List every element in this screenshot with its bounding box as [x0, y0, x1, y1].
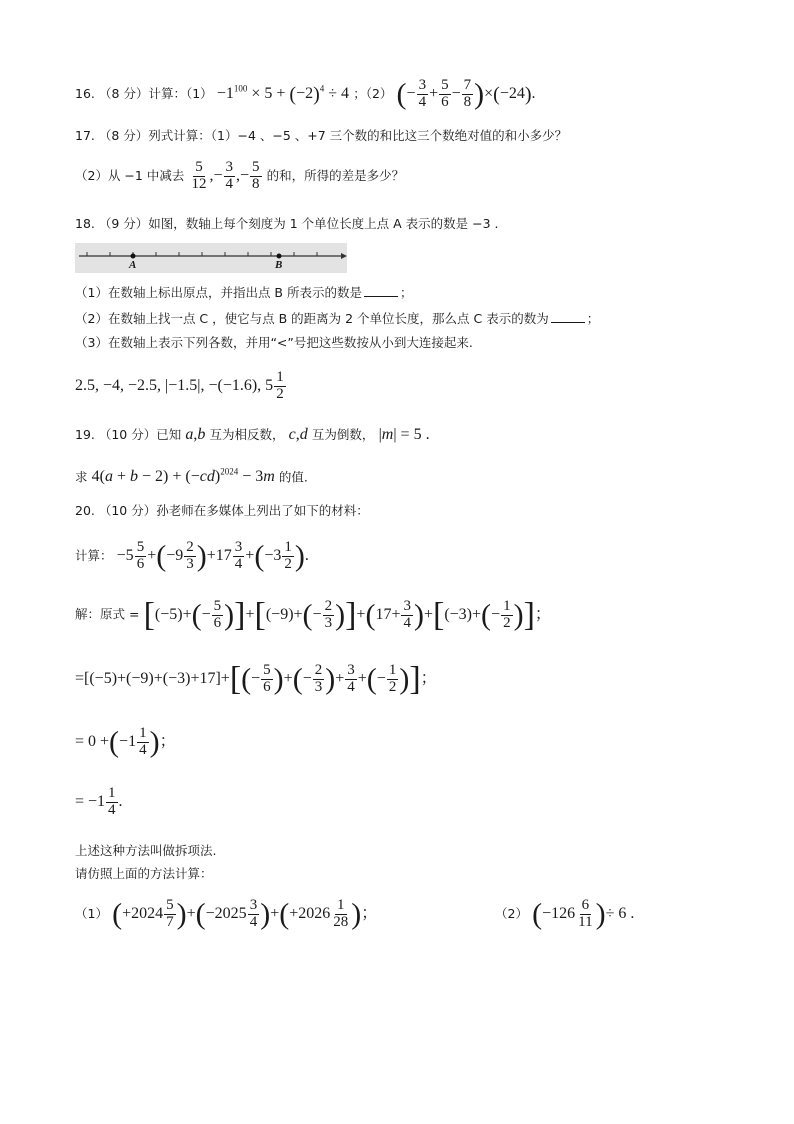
- q16-expr1: $-1^{100} \times 5 + (-2)^4 \div 4$: [216, 83, 350, 106]
- q16-part2-label: ；（2）: [353, 85, 393, 101]
- q18-sub3: （3）在数轴上表示下列各数，并用“<”号把这些数按从小到大连接起来.: [75, 335, 473, 350]
- q18-numbers: 2.5, −4, −2.5, |−1.5|, −(−1.6), 5 $\frac{1}{2}$: [75, 369, 284, 402]
- q16-expr2: (− $\frac{3}{4}$ + $\frac{5}{6}$ − $\frac{7}{8}$ )×(−24).: [396, 77, 536, 111]
- answer-blank[interactable]: [364, 286, 398, 297]
- q18-sub1: （1）在数轴上标出原点，并指出点 B 所表示的数是 ；: [75, 285, 413, 300]
- q20-intro: 20. （10 分）孙老师在多媒体上列出了如下的材料：: [75, 503, 369, 518]
- question-16: [75, 78, 536, 111]
- q19-line1: 19. （10 分）已知 a,b 互为相反数， c,d 互为倒数， |m| = 5 .: [75, 426, 430, 443]
- q20-solution-step3: = 0 +(−1 $\frac{1}{4}$ )；: [75, 725, 176, 759]
- q20-part1: （1） (+2024 $\frac{5}{7}$ )+(−2025 $\frac{3}{4}$ )+(+2026 $\frac{1}{28}$ )；: [75, 897, 378, 931]
- answer-blank[interactable]: [551, 312, 585, 323]
- q18-sub2: （2）在数轴上找一点 C ，使它与点 B 的距离为 2 个单位长度，那么点 C 表示的数为 ；: [75, 311, 600, 326]
- q20-solution-step1: 解：原式 = [(−5)+(− $\frac{5}{6}$ )]+[(−9)+(− $\frac{2}{3}$ )]+(17+ $\frac{3}{4}$ )+[(−3)+(− $\frac{1}{2}$ )]；: [75, 596, 551, 633]
- q20-method: 上述这种方法叫做拆项法.: [75, 843, 217, 858]
- q20-calc: 计算： −5 $\frac{5}{6}$ +(−9 $\frac{2}{3}$ )+17 $\frac{3}{4}$ +(−3 $\frac{1}{2}$ ).: [75, 539, 309, 573]
- q17-line1: 17. （8 分）列式计算：（1）−4 、−5 、+7 三个数的和比这三个数绝对值的和小多少？: [75, 128, 568, 143]
- q20-solution-step4: = −1 $\frac{1}{4}$ .: [75, 785, 123, 818]
- q19-line2: 求 $4(a + b - 2) + (-cd)^{2024} - 3m$ 的值.: [75, 467, 308, 486]
- q20-part2: （2） (−126 $\frac{6}{11}$ )÷ 6 .: [495, 897, 635, 931]
- number-line-figure: [75, 243, 347, 273]
- q16-score: （8 分）计算：（1）: [99, 85, 213, 101]
- q20-solution-step2: =[(−5)+(−9)+(−3)+17]+[(− $\frac{5}{6}$ )+(− $\frac{2}{3}$ )+ $\frac{3}{4}$ +(− $\frac{1}{2}$ )]；: [75, 660, 437, 697]
- point-a-label: A: [129, 259, 137, 271]
- q18-intro: 18. （9 分）如图，数轴上每个刻度为 1 个单位长度上点 A 表示的数是 −3 .: [75, 216, 499, 231]
- q16-number: 16.: [75, 85, 95, 101]
- q20-instruction: 请仿照上面的方法计算：: [75, 866, 213, 881]
- q17-line2: （2）从 −1 中减去 $\frac{5}{12}$ ,− $\frac{3}{4}$ ,− $\frac{5}{8}$ 的和，所得的差是多少？: [75, 159, 405, 192]
- point-b-label: B: [275, 259, 283, 271]
